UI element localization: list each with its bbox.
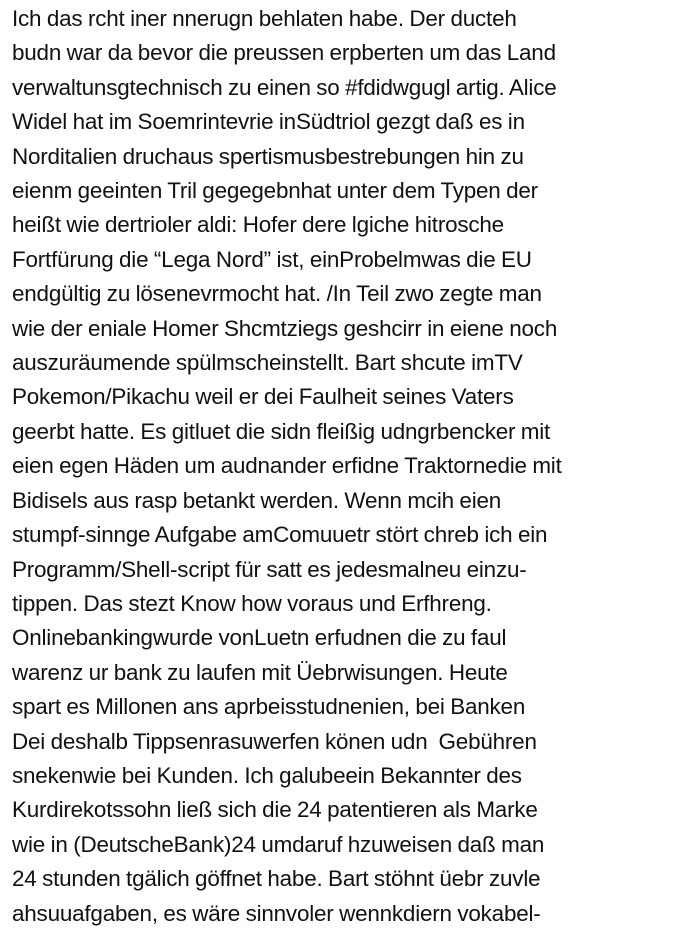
text-line: wie der eniale Homer Shcmtziegs geshcirr in eiene noch: [12, 315, 558, 341]
text-line: Pokemon/Pikachu weil er dei Faulheit seines Vaters: [12, 384, 514, 410]
text-line: Dei deshalb Tippsenrasuwerfen könen udn Gebühren: [12, 728, 537, 754]
text-line: Norditalien druchaus spertismusbestrebungen hin zu: [12, 143, 524, 169]
text-line: spart es Millonen ans aprbeisstudnenien, bei Banken: [12, 694, 526, 720]
text-line: eienm geeinten Tril gegegebnhat unter dem Typen der: [12, 178, 538, 204]
text-line: ahsuuafgaben, es wäre sinnvoler wennkdiern vokabel-: [12, 900, 541, 926]
text-line: Kurdirekotssohn ließ sich die 24 patentieren als Marke: [12, 797, 538, 823]
text-line: wie in (DeutscheBank)24 umdaruf hzuweisen daß man: [12, 831, 545, 857]
text-line: Bidisels aus rasp betankt werden. Wenn mcih eien: [12, 487, 502, 513]
text-line: tippen. Das stezt Know how voraus und Erfhreng.: [12, 590, 492, 616]
text-line: budn war da bevor die preussen erpberten um das Land: [12, 40, 556, 66]
text-line: Onlinebankingwurde vonLuetn erfudnen die zu faul: [12, 625, 507, 651]
text-line: Programm/Shell-script für satt es jedesmalneu einzu-: [12, 556, 527, 582]
text-line: heißt wie dertrioler aldi: Hofer dere lgiche hitrosche: [12, 212, 504, 238]
text-line: geerbt hatte. Es gitluet die sidn fleißig udngrbencker mit: [12, 418, 551, 444]
text-line: verwaltunsgtechnisch zu einen so #fdidwgugl artig. Alice: [12, 74, 557, 100]
text-line: warenz ur bank zu laufen mit Üebrwisungen. Heute: [12, 659, 508, 685]
text-line: Widel hat im Soemrintevrie inSüdtriol gezgt daß es in: [12, 109, 525, 135]
text-line: stumpf-sinnge Aufgabe amComuuetr stört chreb ich ein: [12, 522, 548, 548]
text-line: 24 stunden tgälich göffnet habe. Bart stöhnt üebr zuvle: [12, 866, 541, 892]
text-line: auszuräumende spülmscheinstellt. Bart shcute imTV: [12, 350, 523, 376]
text-line: Fortfürung die “Lega Nord” ist, einProbelmwas die EU: [12, 246, 532, 272]
text-line: eien egen Häden um audnander erfidne Traktornedie mit: [12, 453, 562, 479]
text-line: Ich das rcht iner nnerugn behlaten habe. Der ducteh: [12, 6, 517, 31]
text-line: endgültig zu lösenevrmocht hat. /In Teil zwo zegte man: [12, 281, 542, 307]
body-text: [12, 2, 682, 931]
text-line: snekenwie bei Kunden. Ich galubeein Bekannter des: [12, 762, 522, 788]
